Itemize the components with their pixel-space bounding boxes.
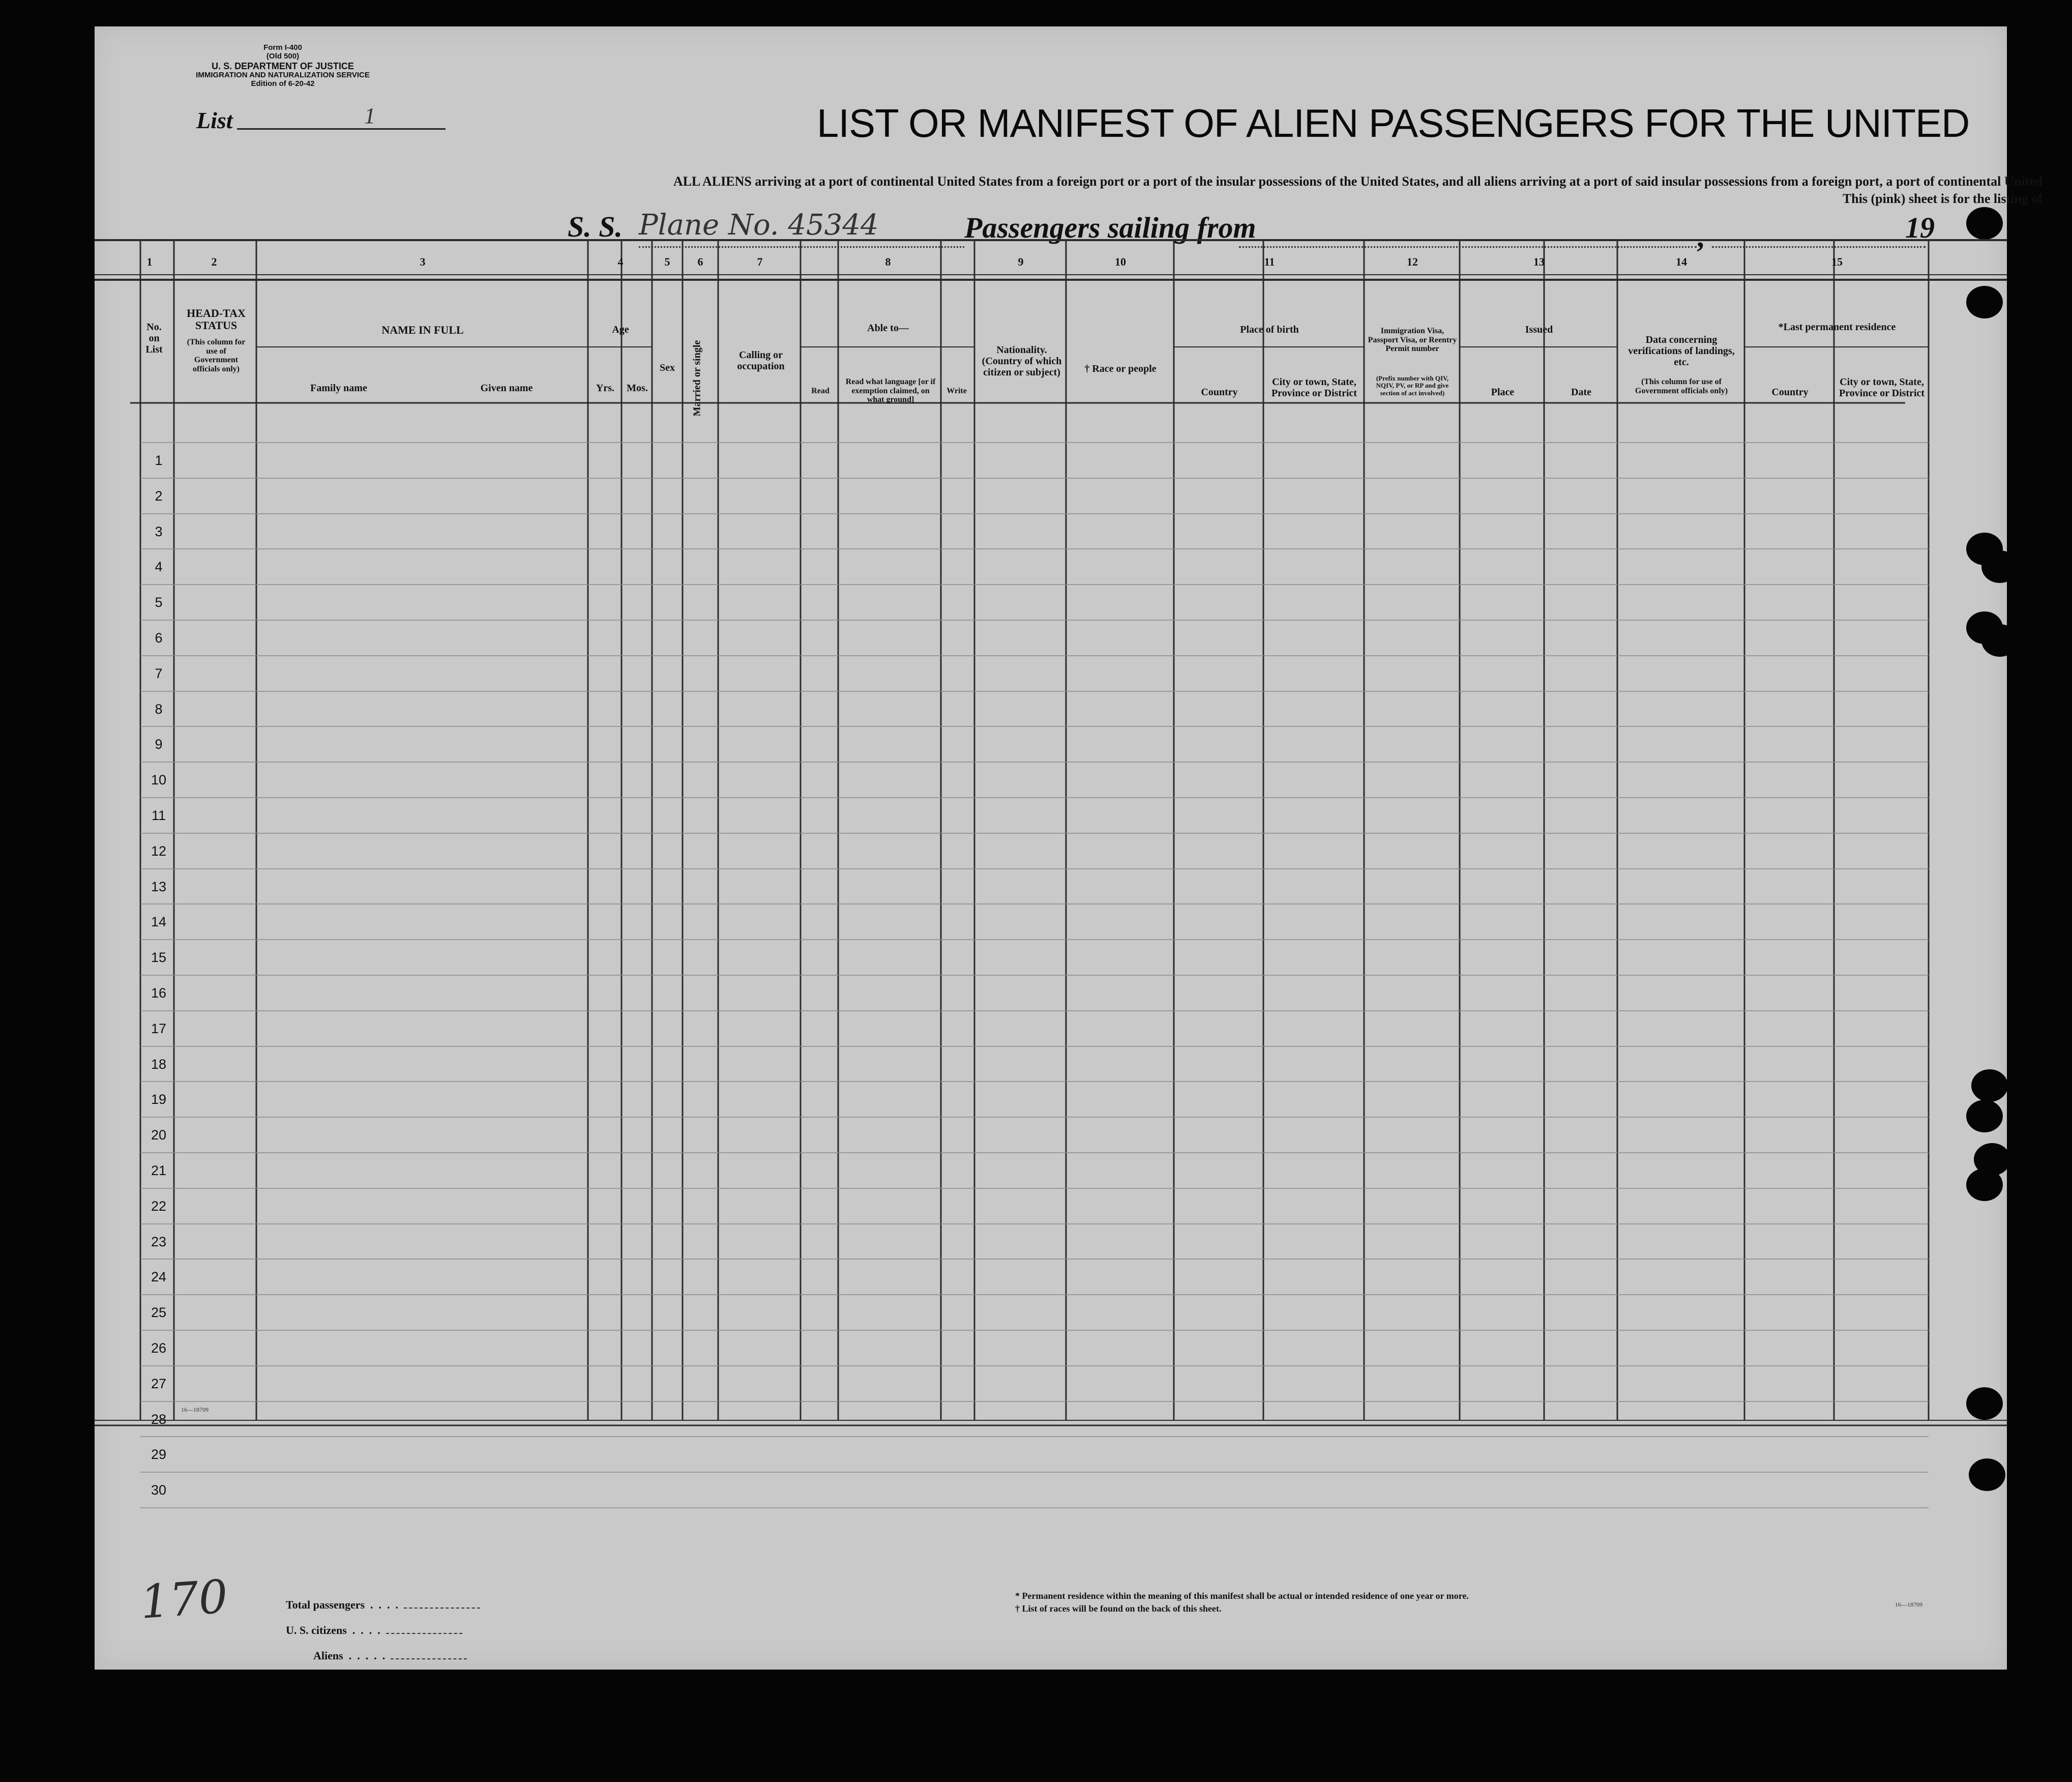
row-number: 22 [151,1199,167,1214]
col-num-6: 6 [697,255,703,268]
row-number: 21 [151,1163,167,1178]
row-number: 6 [155,630,163,646]
col-num-1: 1 [146,255,153,268]
row-number: 30 [151,1482,167,1498]
us-citizens-label: U. S. citizens . . . . [286,1624,462,1637]
footnote-residence: * Permanent residence within the meaning of this manifest shall be actual or intended residence of one year or more. [1015,1591,1469,1601]
header-visa: Immigration Visa, Passport Visa, or Reentry Permit number [1368,327,1457,354]
header-name-in-full: NAME IN FULL [381,324,464,336]
row-number: 20 [151,1127,167,1143]
row-number: 1 [155,453,163,468]
row-number: 8 [155,702,163,717]
header-issued-date: Date [1571,387,1591,398]
row-number: 4 [155,559,163,574]
margin-note: 170 [138,1570,230,1629]
ss-label: S. S. [568,210,623,243]
total-passengers-text: Total passengers [286,1598,365,1611]
row-number: 19 [151,1092,167,1107]
header-mos: Mos. [627,383,648,394]
col-num-15: 15 [1831,255,1843,268]
row-number: 15 [151,950,167,965]
col-num-14: 14 [1676,255,1687,268]
row-number: 28 [151,1412,167,1427]
list-value: 1 [364,103,375,128]
col-num-7: 7 [757,255,763,268]
header-head-tax-note: (This column for use of Government officials only) [187,338,246,373]
header-able-to: Able to— [867,323,909,334]
row-number: 18 [151,1057,167,1072]
header-head-tax: HEAD-TAX STATUS [187,307,246,332]
col-num-2: 2 [211,255,217,268]
old-form-number: (Old 500) [266,51,300,61]
print-code-right: 16—18709 [1895,1601,1922,1608]
header-birth-country: Country [1201,387,1238,398]
manifest-sheet [95,26,2043,1670]
row-number: 26 [151,1340,167,1356]
row-number: 10 [151,772,167,787]
row-number: 25 [151,1305,167,1320]
list-label: List [196,107,233,133]
header-res-city: City or town, State, Province or District [1839,376,1925,399]
notice-line-1: ALL ALIENS arriving at a port of continental United States from a foreign port or a port of the insular possessions of the United States, and all aliens arriving at a port of said insular possessions from a foreign port, a port of continental United [673,174,2043,189]
header-married: Married or single [691,340,703,417]
header-read: Read [811,387,830,395]
col-num-13: 13 [1533,255,1545,268]
row-number: 17 [151,1021,167,1036]
header-visa-note: (Prefix number with QIV, NQIV, PV, or RP and give section of act involved) [1376,374,1449,397]
row-number: 9 [155,737,163,752]
col-num-9: 9 [1018,255,1024,268]
header-place-of-birth: Place of birth [1240,324,1299,335]
year-prefix: 19 [1905,211,1935,244]
header-nationality: Nationality. (Country of which citizen or subject) [982,344,1062,378]
header-yrs: Yrs. [596,383,615,394]
row-number: 11 [151,808,166,823]
row-number: 23 [151,1234,167,1249]
row-number: 3 [155,524,163,539]
row-number: 14 [151,914,167,929]
row-number: 5 [155,595,163,610]
notice-line-2: This (pink) sheet is for the listing of [1842,191,2043,206]
header-calling: Calling or occupation [737,349,785,372]
header-read-language: Read what language [or if exemption claimed, on what ground] [845,377,936,404]
header-age: Age [612,324,629,335]
print-code: 16—18709 [181,1406,209,1413]
header-res-country: Country [1771,387,1809,398]
row-number: 7 [155,666,163,681]
header-verifications: Data concerning verifications of landings, etc. [1628,334,1735,368]
col-num-3: 3 [420,255,426,268]
footnote-races: † List of races will be found on the back of this sheet. [1015,1603,1222,1614]
header-birth-city: City or town, State, Province or District [1271,376,1357,399]
col-num-11: 11 [1264,255,1275,268]
col-num-12: 12 [1407,255,1418,268]
department-name: U. S. DEPARTMENT OF JUSTICE [212,61,354,71]
edition-date: Edition of 6-20-42 [251,79,315,88]
header-verifications-note: (This column for use of Government officials only) [1635,377,1728,395]
col-num-4: 4 [617,255,624,268]
header-write: Write [946,387,967,395]
header-last-residence: *Last permanent residence [1778,322,1896,333]
col-num-5: 5 [664,255,670,268]
page-title: LIST OR MANIFEST OF ALIEN PASSENGERS FOR THE UNITED [817,101,1970,145]
aliens-label: Aliens . . . . . [313,1649,467,1662]
row-number: 24 [151,1269,167,1284]
col-num-8: 8 [885,255,891,268]
form-number: Form I-400 [263,43,302,52]
comma-separator: , [1697,220,1704,253]
service-name: IMMIGRATION AND NATURALIZATION SERVICE [196,70,370,79]
header-race: † Race or people [1084,363,1157,374]
row-number: 27 [151,1376,167,1391]
row-number: 16 [151,985,167,1001]
header-no-on-list: No. on List [145,322,163,355]
header-issued-place: Place [1491,387,1515,398]
header-issued: Issued [1525,324,1553,335]
col-num-10: 10 [1115,255,1126,268]
total-passengers-label: Total passengers . . . . [286,1598,480,1612]
manifest-grid [95,26,2007,1670]
row-number: 29 [151,1447,167,1462]
header-given-name: Given name [480,383,533,394]
header-family-name: Family name [310,383,367,394]
sailing-from-label: Passengers sailing from [964,211,1256,244]
ss-value: Plane No. 45344 [639,209,879,242]
row-number: 12 [151,843,167,859]
row-number: 13 [151,879,167,894]
row-number: 2 [155,488,163,504]
header-sex: Sex [660,362,675,373]
aliens-text: Aliens [313,1649,343,1662]
us-citizens-text: U. S. citizens [286,1624,347,1637]
